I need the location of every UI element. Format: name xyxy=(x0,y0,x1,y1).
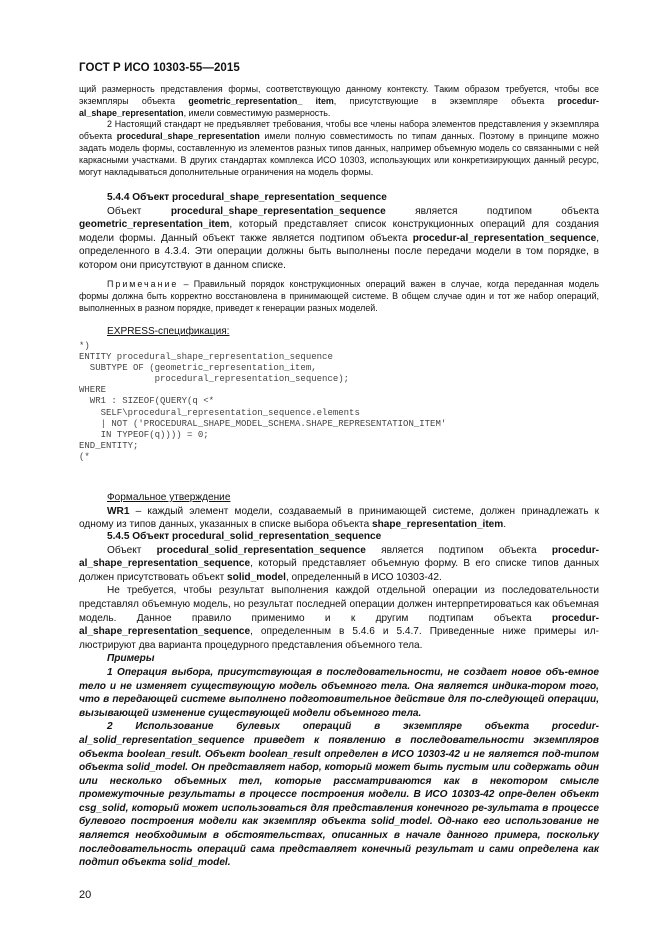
express-code-block xyxy=(79,341,599,463)
example-2: 2 Использование булевых операций в экземпляре объекта procedur-al_solid_representation_sequence приведет к появлению в последовательности экземпляров объекта boolean_result. Объект boolean_result определен в ИСО 10303-42 и не является под-типом объекта solid_model. Он представляет набор, который может быть пустым или содержать один или несколько объемных тел, которые рассматриваются как в некотором смысле промежуточные результаты в процессе построения модели. В ИСО 10303-42 опре-делен объект csg_solid, который может использоваться для представления конечного ре-зультата в процессе булевого построения модели как экземпляр объекта solid_model. Од-нако его использование не является необходимым в обстоятельствах, описанных в начале данного примера, поскольку последовательность операций сама представляет конечный результат и сами определена как подтип объекта solid_model. xyxy=(79,721,600,869)
note-label: Примечание xyxy=(107,279,179,289)
formal-statement xyxy=(79,491,599,532)
page-number: 20 xyxy=(79,889,92,901)
section-body: Объект procedural_solid_representation_sequence является подтипом объекта procedur-al_shape_representation_sequence, который представляет объемную форму. В его списке типов данных должен присутствовать объект solid_model, определенный в ИСО 10303-42. xyxy=(79,544,599,583)
note-block xyxy=(79,279,599,314)
section-heading: 5.4.5 Объект procedural_solid_representation_sequence xyxy=(107,531,382,542)
section-5-4-4 xyxy=(79,191,599,273)
examples-label: Примеры xyxy=(107,653,155,665)
document-header: ГОСТ Р ИСО 10303-55—2015 xyxy=(79,62,240,74)
example-1: 1 Операция выбора, присутствующая в последовательности, не создает новое объ-емное тело и не изменяет существующую модель объемного тела. Она является индика-тором того, что в передающей системе выполнено подготовительное действие для по-следующей операции, вызывающей изменение существующей модели объемного тела. xyxy=(79,666,599,719)
section-body-2: Не требуется, чтобы результат выполнения каждой отдельной операции из последовательности представлял объемную модель, но результат последней операции должен интерпретироваться как объемная модель. Данное правило применимо и к другим подтипам объекта procedur-al_shape_representation_sequence, определенным в 5.4.6 и 5.4.7. Приведенные ниже примеры ил-люстрируют два варианта процедурного представления объемного тела. xyxy=(79,585,599,651)
note-paragraph: Примечание – Правильный порядок конструкционных операций важен в случае, когда переданная модель формы должна быть корректно восстановлена в принимающей системе. В общем случае один и тот же набор операций, выполненных в разном порядке, приведет к генерации разных моделей. xyxy=(79,279,599,313)
section-heading: 5.4.4 Объект procedural_shape_representation_sequence xyxy=(107,192,387,203)
section-5-4-5 xyxy=(79,530,599,870)
express-label-block xyxy=(79,325,599,339)
express-label: EXPRESS-спецификация: xyxy=(107,326,230,337)
note-2: 2 Настоящий стандарт не предъявляет требования, чтобы все члены набора элементов представления у экземпляра объекта procedural_shape_representation имели полную совместимость по типам данных. Поэтому в принципе можно задать модель формы, составленную из элементов разных типов данных, например объемную модель со связанными с ней каркасными участками. В других стандартах комплекса ИСО 10303, использующих или конкретизирующих данный ресурс, могут накладываться дополнительные ограничения на модель формы. xyxy=(79,119,600,177)
intro-notes xyxy=(79,84,599,178)
express-code: *) ENTITY procedural_shape_representation_sequence SUBTYPE OF (geometric_representation_item, procedural_representation_sequence); WHERE WR1 : SIZEOF(QUERY(q <* SELF\procedural_representation_sequence.elements | NOT ('PROCEDURAL_SHAPE_MODEL_SCHEMA.SHAPE_REPRESENTATION_ITEM' IN TYPEOF(q)))) = 0; END_ENTITY; (* xyxy=(79,341,447,462)
section-body: Объект procedural_shape_representation_sequence является подтипом объекта geometric_representation_item, который представляет список конструкционных операций для создания модели формы. Данный объект также является подтипом объекта procedur-al_representation_sequence, определенного в 4.3.4. Эти операции должны быть выполнены после передачи модели в том порядке, в котором они присутствуют в данном списке. xyxy=(79,205,599,271)
wr1-rule: WR1 – каждый элемент модели, создаваемый в принимающей системе, должен принадлежать к одному из типов данных, указанных в списке выбора объекта shape_representation_item. xyxy=(79,505,599,531)
formal-label: Формальное утверждение xyxy=(107,492,231,503)
note-continuation: щий размерность представления формы, соответствующую данному контексту. Таким образом требуется, чтобы все экземпляры объекта geometric_representation_ item, присутствующие в экземпляре объекта procedur-al_shape_representation, имели совместимую размерность. xyxy=(79,84,599,118)
